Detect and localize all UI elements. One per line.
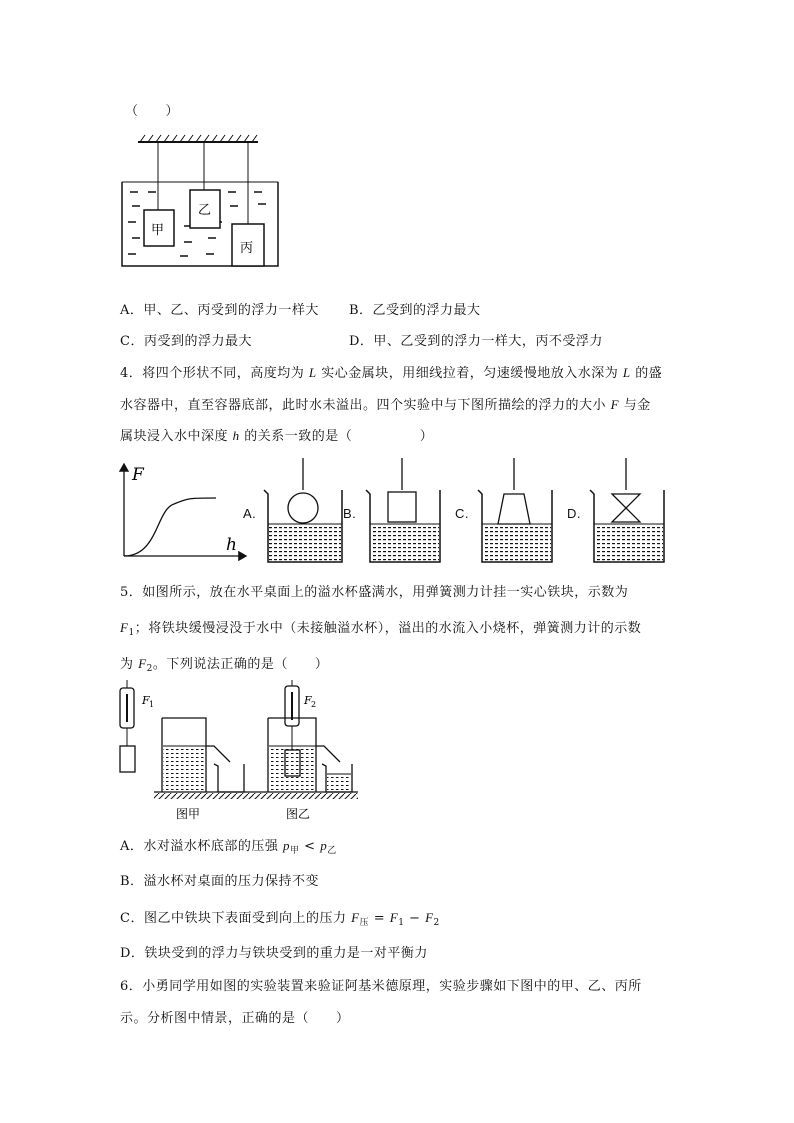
svg-text:2: 2 bbox=[311, 700, 317, 709]
q5-option-b: B．溢水杯对桌面的压力保持不变 bbox=[120, 874, 320, 889]
q5-option-c: C．图乙中铁块下表面受到向上的压力 $F_压 = F_1 - F_2$ bbox=[120, 910, 440, 928]
q3-answer-bracket: （ ） bbox=[125, 104, 180, 119]
svg-text:1: 1 bbox=[149, 700, 155, 709]
q4-option-b-label: B. bbox=[343, 506, 357, 521]
q5-option-a: A．水对溢水杯底部的压强 $p_甲 < p_乙$ bbox=[120, 838, 337, 856]
q4-option-d-label: D. bbox=[567, 506, 581, 521]
q5-line-2: $F_1$；将铁块缓慢浸没于水中（未接触溢水杯），溢出的水流入小烧杯，弹簧测力计的示数 bbox=[120, 620, 642, 638]
q6-line-2: 示。分析图中情景，正确的是（ ） bbox=[120, 1011, 350, 1026]
block-jia-label: 甲 bbox=[151, 223, 165, 238]
q4-force-depth-graph bbox=[116, 458, 256, 566]
q3-option-c: C．丙受到的浮力最大 bbox=[120, 334, 252, 349]
q3-option-a: A．甲、乙、丙受到的浮力一样大 bbox=[120, 303, 319, 318]
q3-figure bbox=[118, 132, 288, 272]
q4-option-a-label: A. bbox=[243, 506, 257, 521]
q4-beaker-b bbox=[362, 458, 452, 566]
q4-beaker-d bbox=[586, 458, 676, 566]
q3-option-d: D．甲、乙受到的浮力一样大，丙不受浮力 bbox=[349, 334, 603, 349]
q4-beaker-a bbox=[258, 458, 348, 566]
block-bing-label: 丙 bbox=[240, 241, 254, 256]
q5-figure bbox=[110, 680, 360, 820]
var-h: h bbox=[232, 428, 240, 443]
block-yi-label: 乙 bbox=[198, 203, 212, 218]
graph-y-label: F bbox=[132, 465, 144, 485]
q4-line-1: 4．将四个形状不同，高度均为 L 实心金属块，用细线拉着，匀速缓慢地放入水深为 L 的盛 bbox=[120, 365, 663, 381]
q3-option-b: B．乙受到的浮力最大 bbox=[349, 303, 481, 318]
caption-fig-jia: 图甲 bbox=[176, 807, 201, 820]
caption-fig-yi: 图乙 bbox=[286, 807, 311, 820]
q4-option-c-label: C. bbox=[455, 506, 469, 521]
q5-option-d: D．铁块受到的浮力与铁块受到的重力是一对平衡力 bbox=[120, 946, 428, 961]
q4-line-2: 水容器中，直至容器底部，此时水未溢出。四个实验中与下图所描绘的浮力的大小 F 与金 bbox=[120, 397, 651, 413]
svg-text:F: F bbox=[304, 694, 312, 707]
var-L: L bbox=[308, 365, 317, 380]
graph-x-label: h bbox=[226, 535, 237, 555]
var-F: F bbox=[610, 397, 620, 412]
q5-line-1: 5．如图所示，放在水平桌面上的溢水杯盛满水，用弹簧测力计挂一实心铁块，示数为 bbox=[120, 585, 629, 600]
svg-text:F: F bbox=[142, 694, 150, 707]
q5-line-3: 为 $F_2$。下列说法正确的是（ ） bbox=[120, 656, 329, 674]
q6-line-1: 6．小勇同学用如图的实验装置来验证阿基米德原理，实验步骤如下图中的甲、乙、丙所 bbox=[120, 979, 642, 994]
var-L: L bbox=[622, 365, 631, 380]
q4-beaker-c bbox=[474, 458, 564, 566]
q4-line-3: 属块浸入水中深度 h 的关系一致的是（ ） bbox=[120, 428, 434, 444]
